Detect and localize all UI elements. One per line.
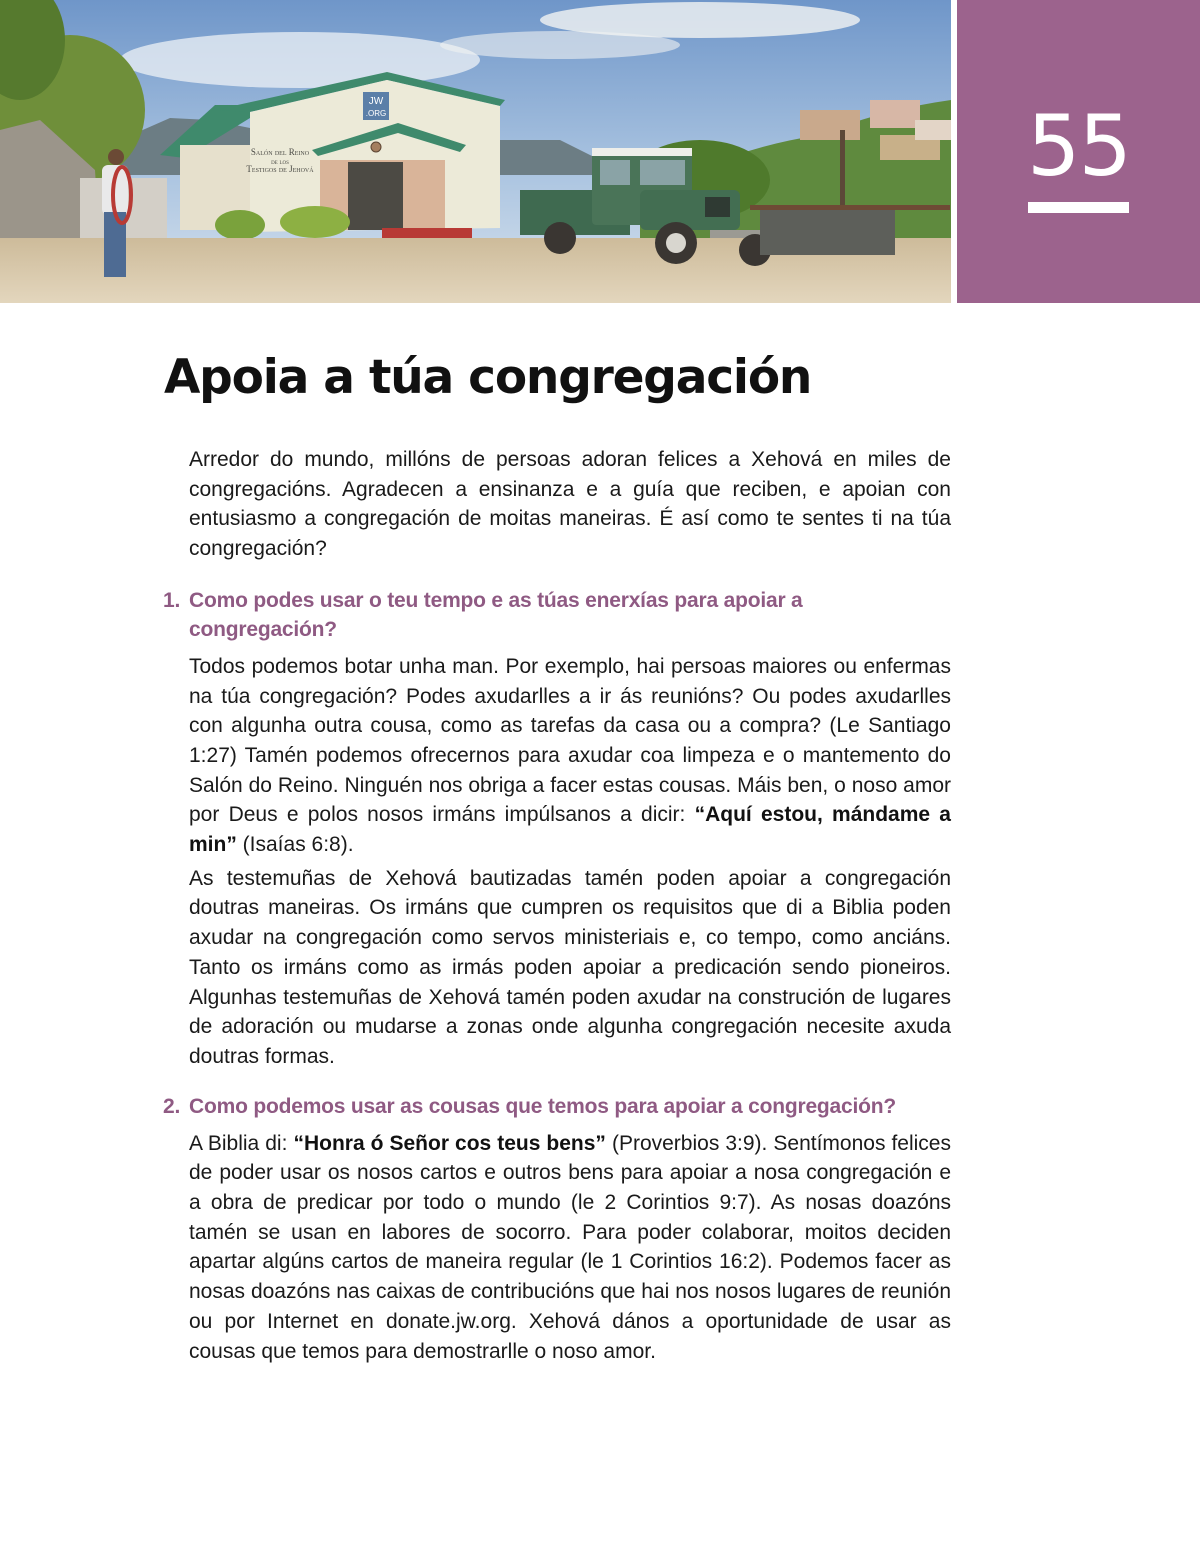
section-1-paragraph-1 — [189, 652, 951, 860]
section-1-question — [163, 586, 951, 644]
section-1-number: 1. — [163, 588, 181, 612]
cloud — [120, 32, 480, 88]
house — [870, 100, 920, 128]
jw-sign-line-1: JW — [368, 96, 384, 107]
utility-pole — [840, 130, 845, 205]
paragraph-text: A Biblia di: — [189, 1131, 294, 1155]
paragraph-text: (Proverbios 3:9). Sentímonos felices de poder usar os nosos cartos e outros bens para apoiar a nosa congregación e a obra de predicar por todo o mundo (le 2 Corintios 9:7). As nosas doazóns tamén se usan en labores de socorro. Para poder colaborar, moitos deciden apartar algúns cartos de maneira regular (le 1 Corintios 16:2). Podemos facer as nosas doazóns nas caixas de contribucións que hai nos nosos lugares de reunión ou por Internet en donate.jw.org. Xehová dános a oportunidade de usar as cousas que temos para demostrarlle o noso amor. — [189, 1131, 951, 1363]
scripture-reference: (Isaías 6:8). — [236, 833, 354, 857]
intro-paragraph: Arredor do mundo, millóns de persoas adoran felices a Xehová en miles de congregacións. Agradecen a ensinanza e a guía que reciben, e apoian con entusiasmo a congregación de moitas maneiras. É así como te sentes ti na túa congregación? — [189, 448, 951, 561]
paragraph-text: Todos podemos botar unha man. Por exemplo, hai persoas maiores ou enfermas na túa congregación? Podes axudarlles a ir ás reunións? Ou podes axudarlles con algunha outra cousa, como as tarefas da casa ou a compra? (Le Santiago 1:27) Tamén podemos ofrecernos para axudar coa limpeza e o mantemento do Salón do Reino. Ninguén nos obriga a facer estas cousas. Máis ben, o noso amor por Deus e polos nosos irmáns impúlsanos a dicir: — [189, 654, 951, 827]
building-sign-line-3: Testigos de Jehová — [246, 164, 314, 174]
page-title: Apoia a túa congregación — [164, 350, 812, 405]
cloud — [440, 31, 680, 59]
building-sign-line-2: de los — [271, 158, 289, 166]
door — [348, 162, 403, 230]
section-2-number: 2. — [163, 1094, 181, 1118]
section-2-question — [163, 1092, 951, 1121]
header-photo — [0, 0, 951, 303]
section-1-paragraph-2: As testemuñas de Xehová bautizadas tamén poden apoiar a congregación doutras maneiras. Os irmáns que cumpren os requisitos que di a Biblia poden axudar na congregación como servos ministeriais e, co tempo, como anciáns. Tanto os irmáns como as irmás poden apoiar a predicación sendo pioneiros. Algunhas testemuñas de Xehová tamén poden axudar na construción de lugares de adoración ou mudarse a zonas onde algunha congregación necesite axuda doutras formas. — [189, 866, 951, 1068]
shrub — [280, 206, 350, 238]
clock-icon — [371, 142, 381, 152]
section-2-paragraph-1 — [189, 1129, 951, 1367]
section-1-question-text: Como podes usar o teu tempo e as túas enerxías para apoiar a congregación? — [189, 588, 803, 641]
kingdom-hall-illustration — [0, 0, 951, 303]
stone-fence — [760, 210, 895, 255]
lesson-number: 55 — [1027, 97, 1130, 195]
shrub — [215, 210, 265, 240]
house — [915, 120, 951, 140]
scripture-quote: “Honra ó Señor cos teus bens” — [293, 1131, 606, 1155]
scripture-quote: “Aquí estou, mándame a min” — [189, 803, 951, 857]
section-2-question-text: Como podemos usar as cousas que temos para apoiar a congregación? — [189, 1094, 897, 1118]
lesson-number-underline — [1028, 202, 1129, 213]
house — [800, 110, 860, 140]
jw-sign-line-2: .ORG — [365, 109, 387, 118]
lesson-content — [163, 445, 951, 1366]
wooden-fence-rail — [750, 205, 950, 210]
lesson-number-box — [957, 0, 1200, 303]
building-sign-line-1: Salón del Reino — [250, 147, 310, 157]
